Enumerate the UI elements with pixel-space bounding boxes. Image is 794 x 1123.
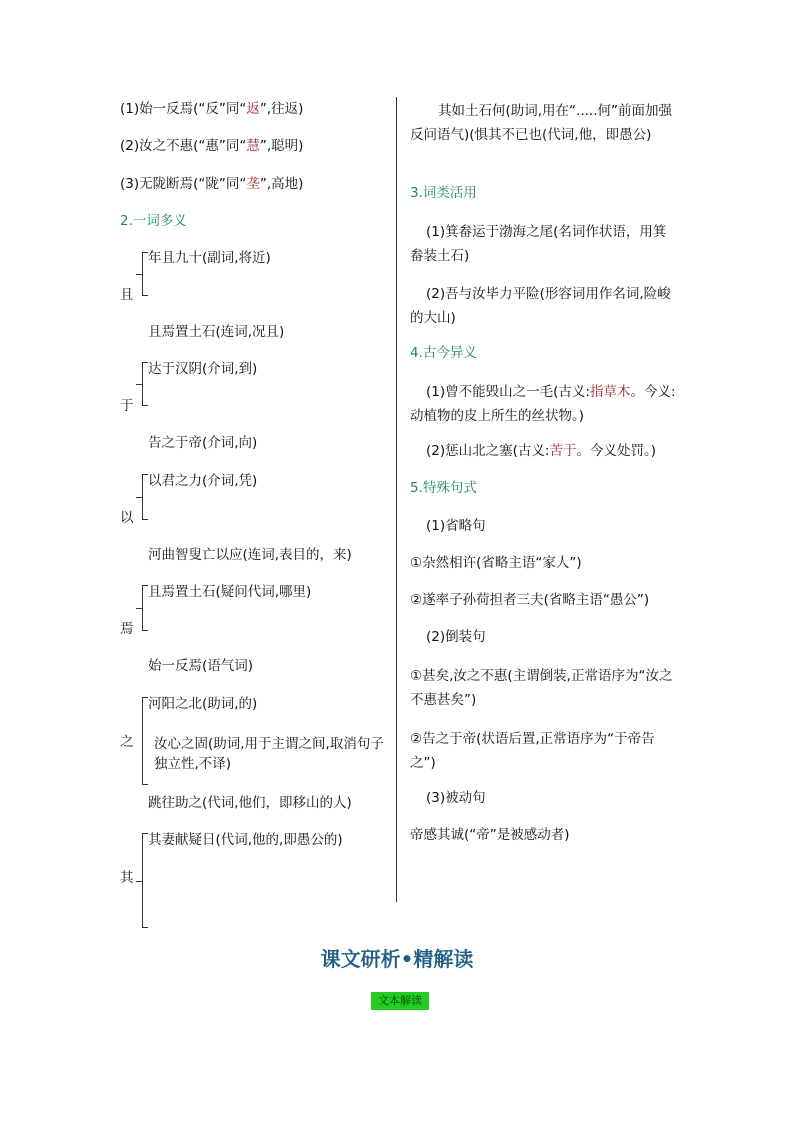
- section-title: 课文研析•精解读: [320, 947, 474, 971]
- usage-zhi-3: 跳往助之(代词,他们，即移山的人): [148, 795, 352, 811]
- inversion-item-2: ②告之于帝(状语后置,正常语序为“于帝告之”): [410, 731, 655, 771]
- tongjia-item-3: (3)无陇断焉(“陇”同“垄”,高地): [120, 176, 304, 192]
- gujin-item-2: (2)惩山北之塞(古义:苦于。今义处罚。): [426, 443, 656, 459]
- usage-qi-1: 其妻献疑日(代词,他的,即愚公的): [148, 832, 343, 848]
- polysemy-char-yi: 以: [120, 510, 134, 526]
- inversion-heading: (2)倒装句: [426, 629, 486, 645]
- section-heading-special: 5.特殊句式: [410, 480, 477, 496]
- omission-item-1: ①杂然相许(省略主语“家人”): [410, 555, 582, 571]
- inversion-item-1: ①甚矣,汝之不惠(主谓倒装,正常语序为“汝之不惠甚矣”): [410, 668, 673, 708]
- huoyong-item-2: (2)吾与汝毕力平险(形容词用作名词,险峻的大山): [410, 286, 671, 326]
- tongjia-item-2: (2)汝之不惠(“惠”同“慧”,聪明): [120, 138, 304, 154]
- section-heading-huoyong: 3.词类活用: [410, 185, 477, 201]
- text-analysis-badge: 文本解读: [371, 992, 429, 1010]
- tongjia-item-1: (1)始一反焉(“反”同“返”,往返): [120, 101, 304, 117]
- passive-heading: (3)被动句: [426, 790, 486, 806]
- omission-heading: (1)省略句: [426, 518, 486, 534]
- usage-qie-1: 年且九十(副词,将近): [148, 250, 271, 266]
- polysemy-char-yu: 于: [120, 398, 134, 414]
- usage-qie-2: 且焉置土石(连词,况且): [148, 324, 285, 340]
- huoyong-item-1: (1)箕畚运于渤海之尾(名词作状语，用箕畚装土石): [410, 224, 667, 264]
- usage-zhi-1: 河阳之北(助词,的): [148, 696, 258, 712]
- usage-yan-2: 始一反焉(语气词): [148, 658, 254, 674]
- passive-item: 帝感其诚(“帝”是被感动者): [410, 827, 570, 843]
- usage-yi-1: 以君之力(介词,凭): [148, 473, 258, 489]
- column-divider: [396, 97, 397, 902]
- usage-yu-2: 告之于帝(介词,向): [148, 435, 258, 451]
- polysemy-char-yan: 焉: [120, 621, 134, 637]
- polysemy-char-qie: 且: [120, 287, 134, 303]
- usage-yan-1: 且焉置土石(疑问代词,哪里): [148, 584, 312, 600]
- usage-yu-1: 达于汉阴(介词,到): [148, 361, 258, 377]
- polysemy-char-qi: 其: [120, 870, 134, 886]
- usage-yi-2: 河曲智叟亡以应(连词,表目的，来): [148, 547, 352, 563]
- usage-zhi-2: 汝心之固(助词,用于主谓之间,取消句子独立性,不译): [154, 736, 384, 772]
- qi-usages-continued: 其如土石何(助词,用在“.....何”前面加强反问语气)(惧其不已也(代词,他，即愚公): [410, 103, 673, 143]
- gujin-item-1: (1)曾不能毁山之一毛(古义:指草木。今义:动植物的皮上所生的丝状物。): [410, 384, 676, 424]
- polysemy-char-zhi: 之: [120, 734, 134, 750]
- section-heading-gujin: 4.古今异义: [410, 345, 477, 361]
- section-heading-polysemy: 2.一词多义: [120, 213, 187, 229]
- omission-item-2: ②遂率子孙荷担者三夫(省略主语“愚公”): [410, 592, 650, 608]
